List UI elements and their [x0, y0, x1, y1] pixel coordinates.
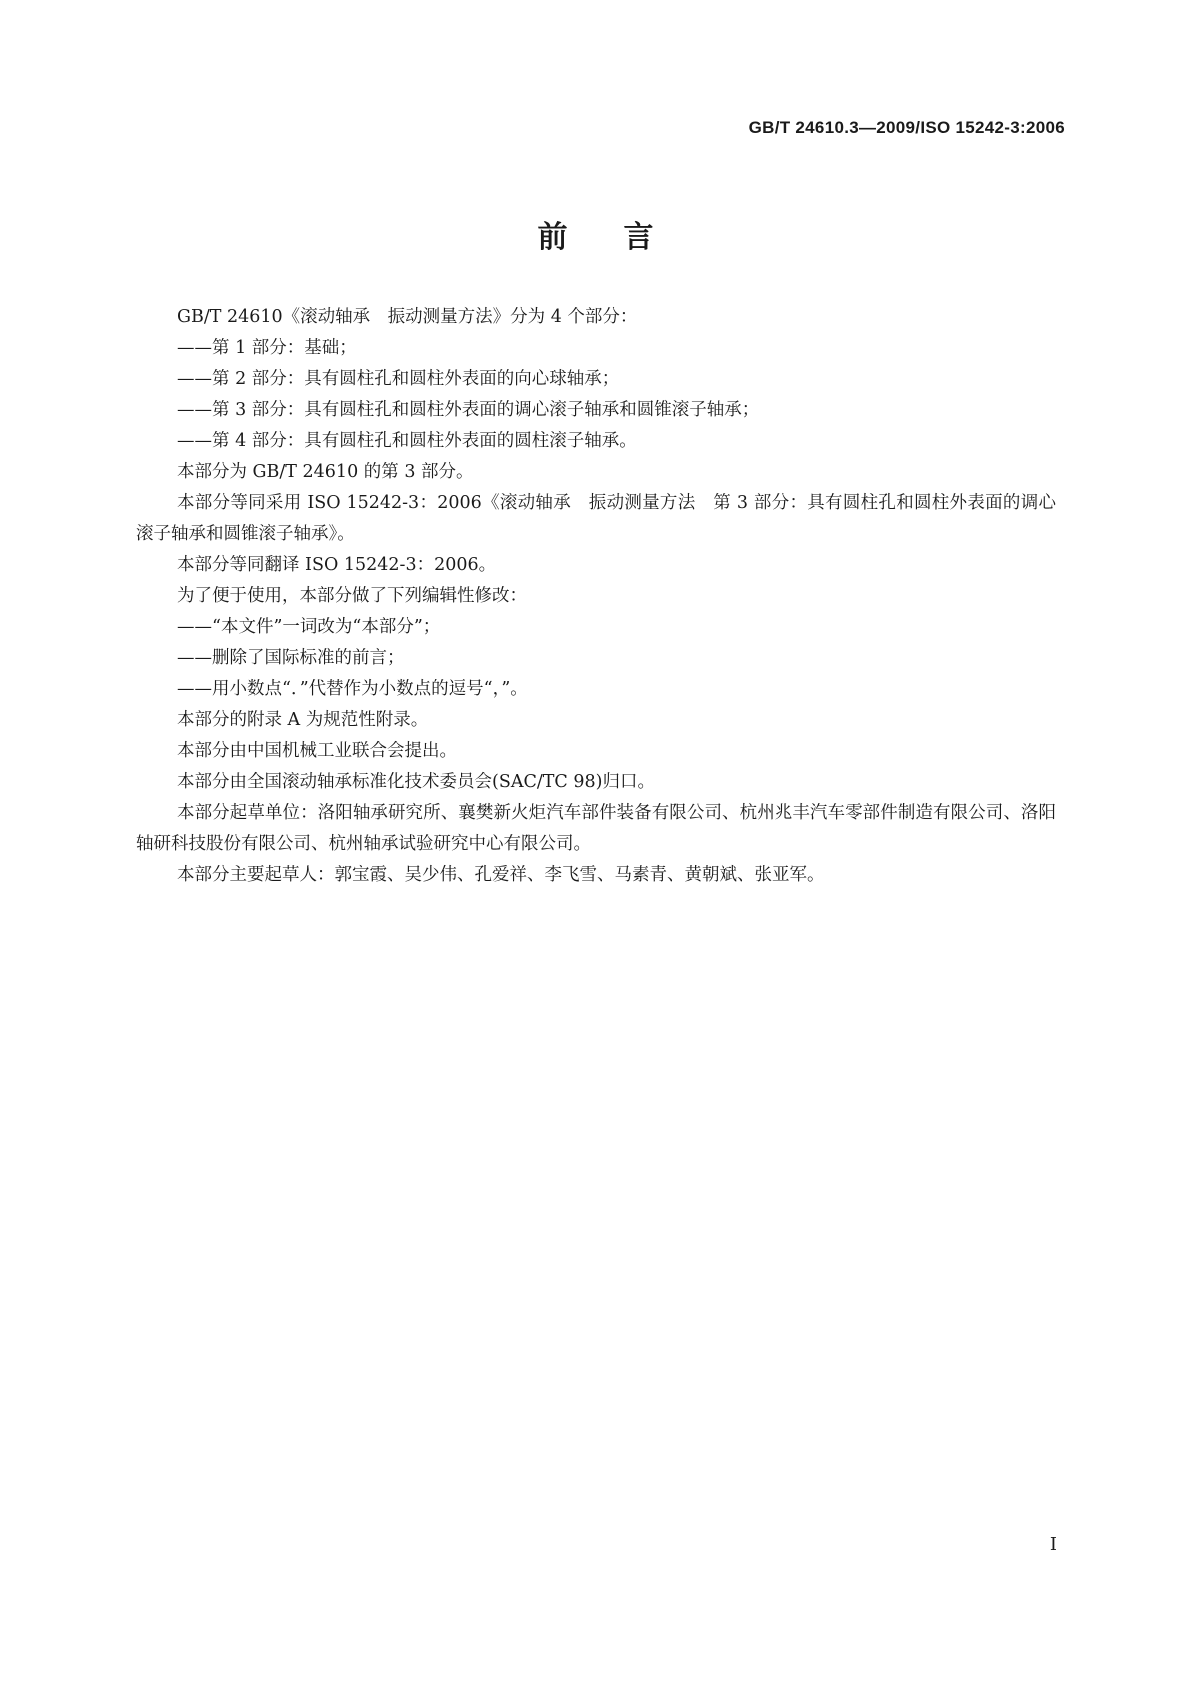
paragraph-identical-translation: 本部分等同翻译 ISO 15242-3：2006。: [177, 555, 497, 575]
paragraph-main-drafters: 本部分主要起草人：郭宝霞、吴少伟、孔爱祥、李飞雪、马素青、黄朝斌、张亚军。: [177, 865, 825, 885]
list-item-part-3: ——第 3 部分：具有圆柱孔和圆柱外表面的调心滚子轴承和圆锥滚子轴承；: [177, 400, 760, 420]
foreword-body: [136, 302, 1056, 891]
paragraph-identical-adoption: 本部分等同采用 ISO 15242-3：2006《滚动轴承 振动测量方法 第 3 部分：具有圆柱孔和圆柱外表面的调心滚子轴承和圆锥滚子轴承》。: [136, 493, 1056, 544]
paragraph-this-part: 本部分为 GB/T 24610 的第 3 部分。: [177, 462, 474, 482]
paragraph-annex: 本部分的附录 A 为规范性附录。: [177, 710, 429, 730]
list-item-part-1: ——第 1 部分：基础；: [177, 338, 357, 358]
paragraph-under-jurisdiction: 本部分由全国滚动轴承标准化技术委员会(SAC/TC 98)归口。: [177, 772, 655, 792]
paragraph-parts-intro: GB/T 24610《滚动轴承 振动测量方法》分为 4 个部分：: [177, 307, 638, 327]
paragraph-drafting-units: 本部分起草单位：洛阳轴承研究所、襄樊新火炬汽车部件装备有限公司、杭州兆丰汽车零部件制造有限公司、洛阳轴研科技股份有限公司、杭州轴承试验研究中心有限公司。: [136, 803, 1056, 854]
standard-number-header: GB/T 24610.3—2009/ISO 15242-3:2006: [748, 118, 1065, 137]
paragraph-proposed-by: 本部分由中国机械工业联合会提出。: [177, 741, 457, 761]
list-item-change-1: ——“本文件”一词改为“本部分”；: [177, 617, 441, 637]
list-item-change-2: ——删除了国际标准的前言；: [177, 648, 405, 668]
list-item-part-2: ——第 2 部分：具有圆柱孔和圆柱外表面的向心球轴承；: [177, 369, 620, 389]
list-item-change-3: ——用小数点“．”代替作为小数点的逗号“，”。: [177, 679, 528, 699]
list-item-part-4: ——第 4 部分：具有圆柱孔和圆柱外表面的圆柱滚子轴承。: [177, 431, 637, 451]
page-title: 前言: [537, 220, 710, 255]
page-number: I: [1049, 1534, 1057, 1555]
paragraph-editorial-changes: 为了便于使用，本部分做了下列编辑性修改：: [177, 586, 527, 606]
